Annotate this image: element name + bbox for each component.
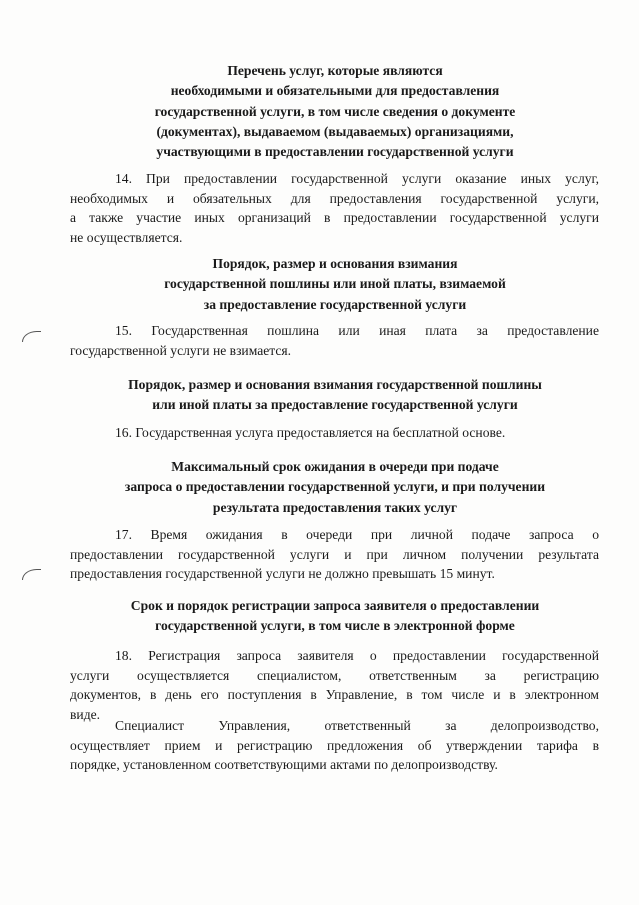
hole-punch-mark: [22, 331, 41, 342]
paragraph-line: 18. Регистрация запроса заявителя о предоставлении государственной: [115, 648, 599, 663]
paragraph-line: осуществляет прием и регистрацию предложения об утверждении тарифа в: [70, 737, 599, 753]
heading-line: или иной платы за предоставление государственной услуги: [152, 397, 518, 413]
paragraph-line: 15. Государственная пошлина или иная плата за предоставление: [115, 323, 599, 338]
paragraph-line: не осуществляется.: [70, 229, 183, 245]
heading-line: необходимыми и обязательными для предоставления: [170, 83, 500, 99]
heading-line: государственной услуги, в том числе в электронной форме: [155, 618, 515, 634]
paragraph: [70, 716, 599, 775]
heading-line: Перечень услуг, которые являются: [227, 63, 443, 78]
heading-line: государственной услуги, в том числе сведения о документе: [154, 103, 516, 119]
paragraph-line: документов, в день его поступления в Управление, в том числе и в электронном: [70, 687, 599, 702]
heading-line: Порядок, размер и основания взимания: [212, 256, 458, 271]
section-heading: [60, 457, 610, 518]
section-heading: [60, 61, 610, 162]
paragraph-line: 17. Время ожидания в очереди при личной подаче запроса о: [115, 527, 599, 542]
paragraph: [70, 321, 599, 360]
paragraph-line: необходимых и обязательных для предоставления государственной услуги,: [70, 190, 599, 206]
heading-line: запроса о предоставлении государственной услуги, и при получении: [124, 479, 546, 495]
section-heading: [60, 596, 610, 637]
heading-line: Порядок, размер и основания взимания государственной пошлины: [128, 377, 542, 392]
heading-line: (документах), выдаваемом (выдаваемых) организациями,: [156, 123, 514, 139]
paragraph-line: а также участие иных организаций в предоставлении государственной услуги: [70, 210, 599, 225]
paragraph: [70, 169, 599, 247]
paragraph: [70, 525, 599, 584]
paragraph-line: предоставлении государственной услуги и при личном получении результата: [70, 546, 599, 562]
hole-punch-mark: [22, 569, 41, 580]
heading-line: за предоставление государственной услуги: [203, 296, 467, 312]
heading-line: участвующими в предоставлении государственной услуги: [156, 144, 514, 160]
paragraph: [70, 423, 599, 443]
section-heading: [60, 375, 610, 416]
paragraph-line: 16. Государственная услуга предоставляется на бесплатной основе.: [115, 425, 506, 440]
section-heading: [60, 254, 610, 315]
heading-line: Срок и порядок регистрации запроса заявителя о предоставлении: [130, 598, 540, 613]
heading-line: государственной пошлины или иной платы, взимаемой: [164, 276, 506, 292]
paragraph-line: услуги осуществляется специалистом, ответственным за регистрацию: [70, 667, 599, 683]
paragraph-line: порядке, установленном соответствующими актами по делопроизводству.: [70, 757, 498, 772]
heading-line: результата предоставления таких услуг: [212, 499, 458, 515]
paragraph-line: 14. При предоставлении государственной услуги оказание иных услуг,: [115, 171, 599, 186]
paragraph-line: государственной услуги не взимается.: [70, 342, 292, 358]
paragraph-line: предоставления государственной услуги не должно превышать 15 минут.: [70, 566, 495, 581]
paragraph: [70, 646, 599, 724]
heading-line: Максимальный срок ожидания в очереди при подаче: [171, 459, 499, 474]
paragraph-line: виде.: [70, 706, 101, 722]
paragraph-line: Специалист Управления, ответственный за делопроизводство,: [115, 718, 599, 733]
